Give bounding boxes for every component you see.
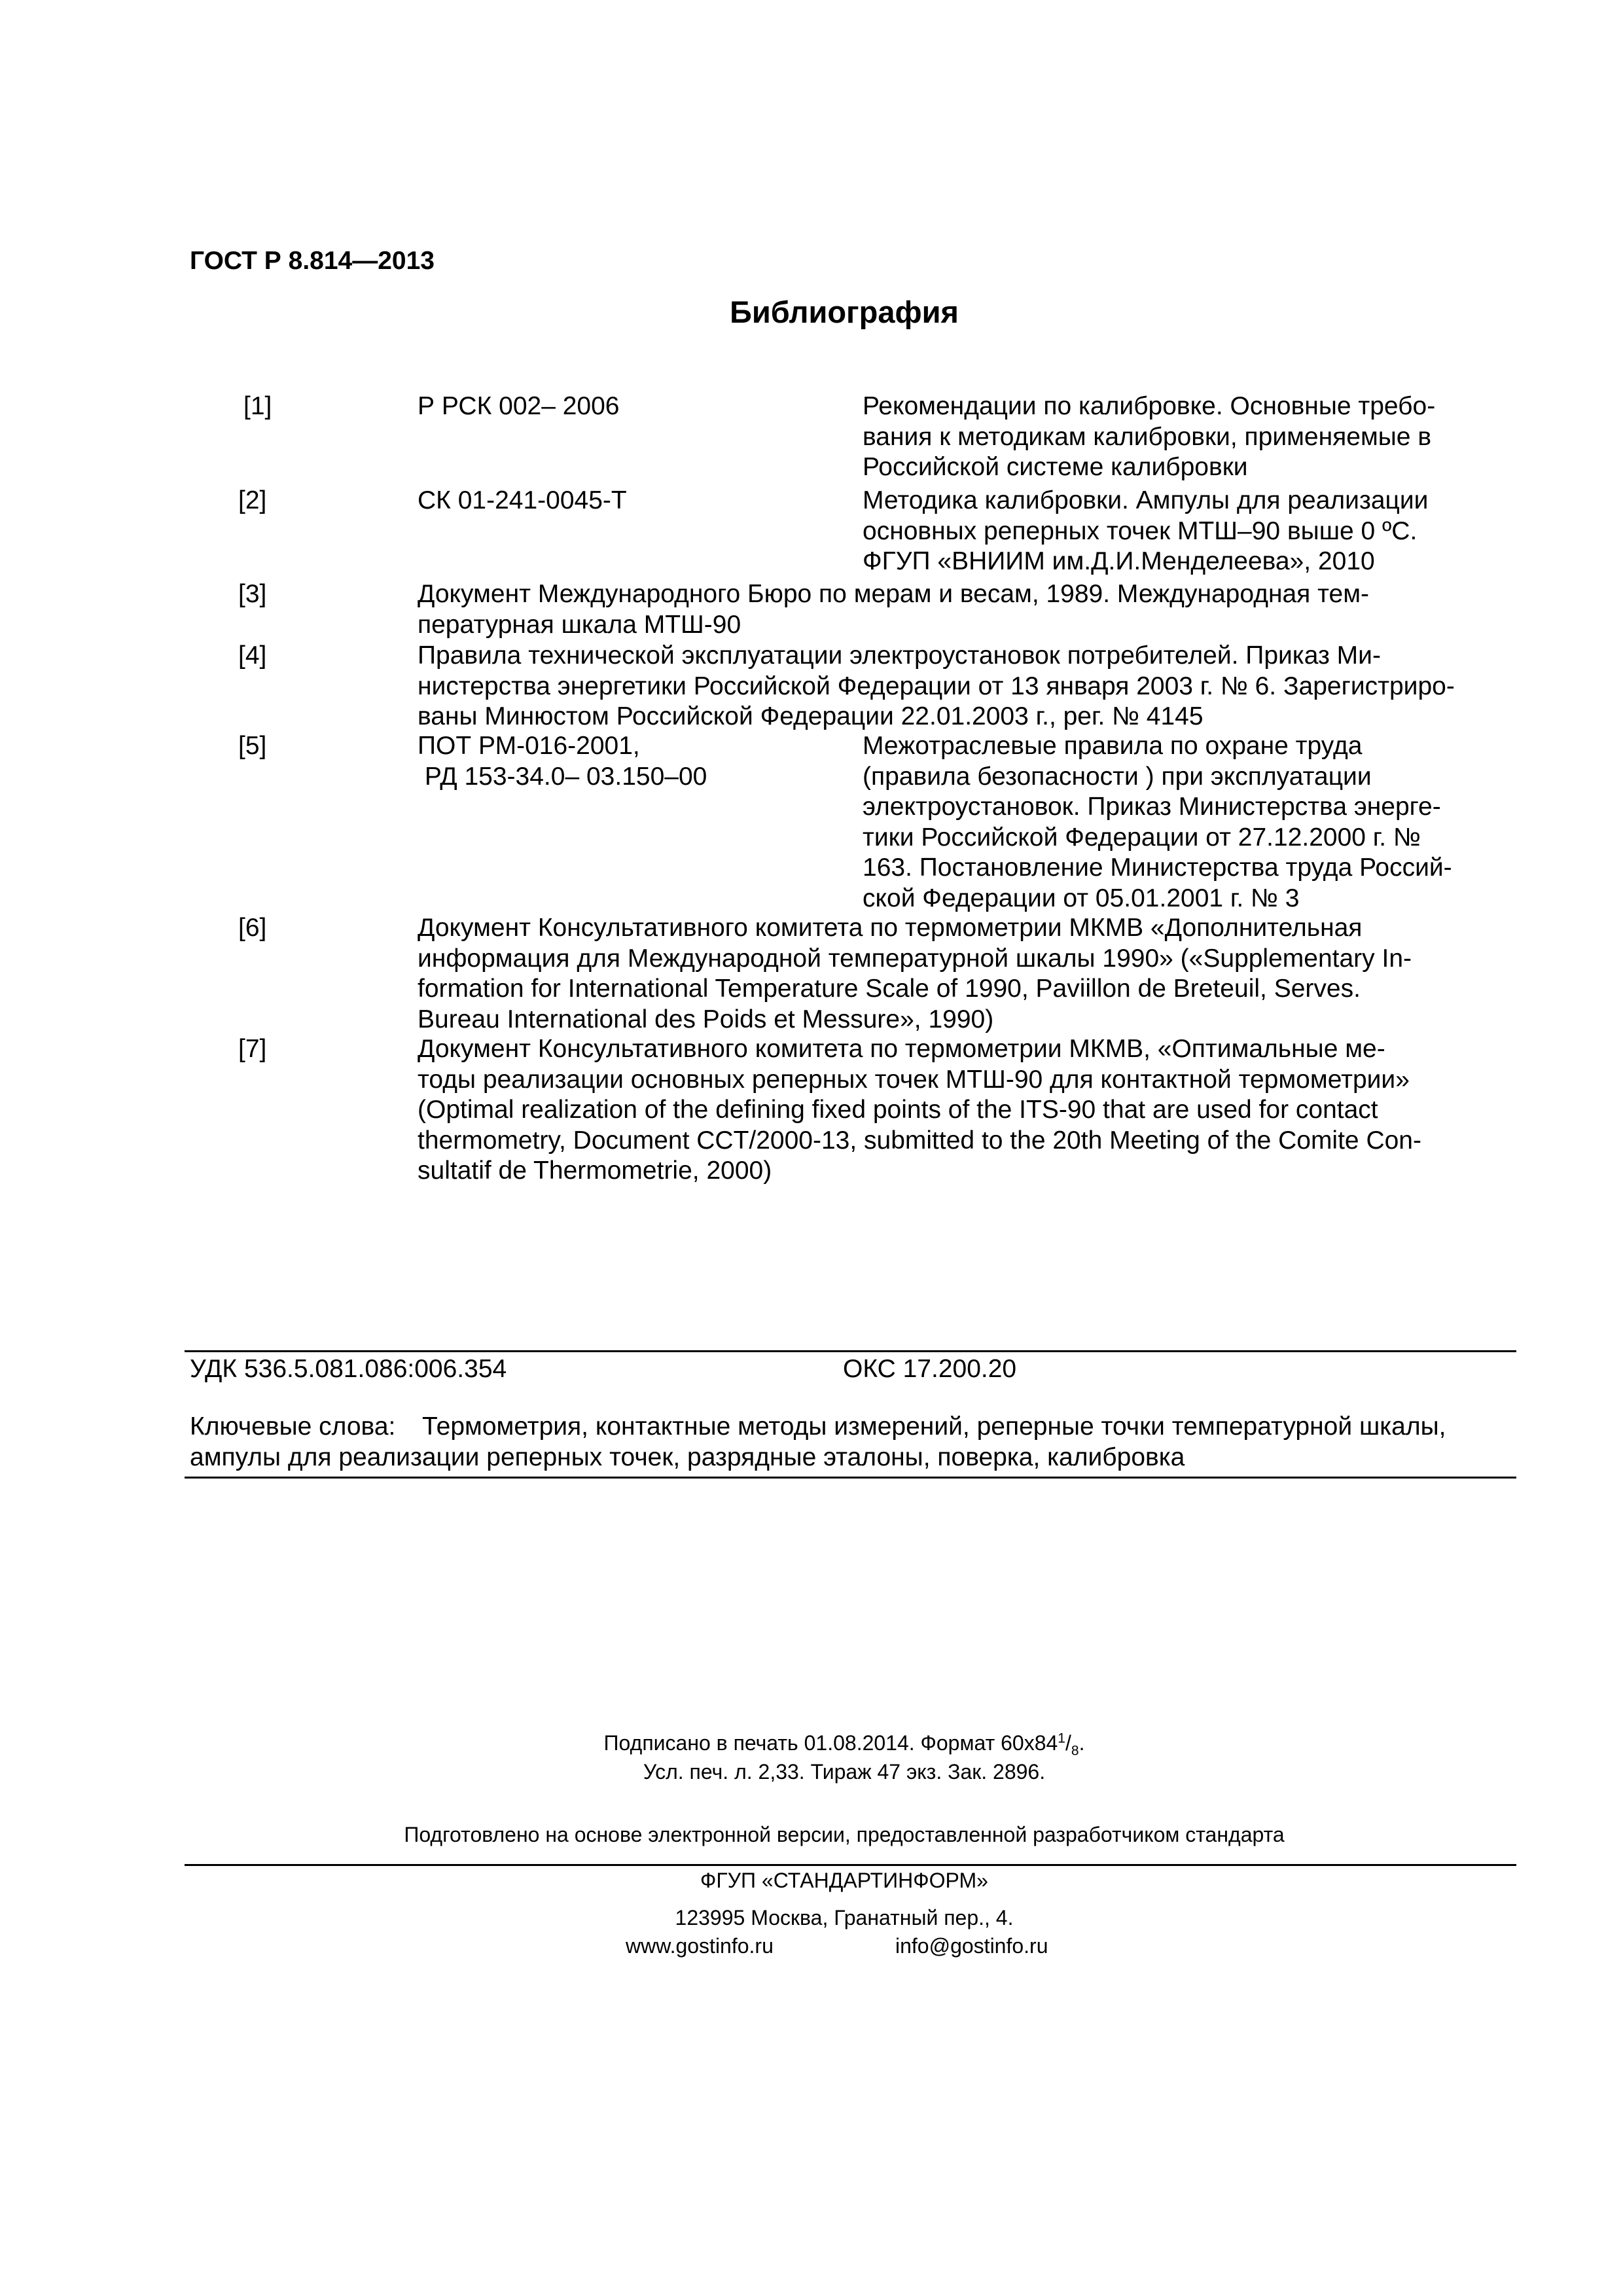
imprint-divider [185,1864,1516,1866]
keywords-label: Ключевые слова: [190,1412,396,1441]
signed-text: Подписано в печать 01.08.2014. Формат 60х84 [603,1731,1058,1755]
entry-code: ПОТ РМ-016-2001, РД 153-34.0– 03.150–00 [418,732,707,791]
publisher-address: 123995 Москва, Гранатный пер., 4. [675,1906,1014,1929]
entry-description: Межотраслевые правила по охране труда (правила безопасности ) при эксплуатации электроустановок. Приказ Министерства энерге- тики Российской Федерации от 27.12.2000 г. № 163. Постановление Министерства труда Россий- ской Федерации от 05.01.2001 г. № 3 [863,732,1452,912]
keywords-text: Термометрия, контактные методы измерений, реперные точки температурной шкалы, ампулы для реализации реперных точек, разрядные эталоны, поверка, калибровка [190,1412,1446,1471]
email-link[interactable]: info@gostinfo.ru [895,1934,1048,1958]
entry-text: Правила технической эксплуатации электроустановок потребителей. Приказ Ми- нистерства энергетики Российской Федерации от 13 января 2003 г. № 6. Зарегистриро- ваны Минюстом Российской Федерации 22.01.2003 г., рег. № 4145 [418,641,1455,730]
entry-number: [3] [238,580,267,608]
top-divider [185,1350,1516,1352]
signed-suffix: . [1079,1731,1085,1755]
publisher-name: ФГУП «СТАНДАРТИНФОРМ» [700,1869,988,1892]
oks-code: ОКС 17.200.20 [843,1355,1017,1383]
udc-code: УДК 536.5.081.086:006.354 [190,1355,507,1383]
entry-description: Методика калибровки. Ампулы для реализации основных реперных точек МТШ–90 выше 0 ºС. ФГУП «ВНИИМ им.Д.И.Менделеева», 2010 [863,486,1429,575]
entry-text: Документ Международного Бюро по мерам и весам, 1989. Международная тем- пературная шкала МТШ-90 [418,580,1370,639]
keywords-divider [185,1477,1516,1479]
entry-number: [7] [238,1035,267,1063]
entry-text: Документ Консультативного комитета по термометрии МКМВ, «Оптимальные ме- тоды реализации основных реперных точек МТШ-90 для контактной термометрии» (Optimal realization of the defining fixed points of the ITS-90 that are used for contact thermometry, Document CCT/2000-13, submitted to the 20th Meeting of the Comite Con- sultatif de Thermometrie, 2000) [418,1035,1421,1185]
entry-code: Р РСК 002– 2006 [418,392,620,420]
entry-number: [2] [238,486,267,514]
prepared-note: Подготовлено на основе электронной версии, предоставленной разработчиком стандарта [404,1823,1285,1846]
print-signed-line: Подписано в печать 01.08.2014. Формат $60х84^1/_8$. [603,1731,1085,1759]
entry-text: Документ Консультативного комитета по термометрии МКМВ «Дополнительная информация для Международной температурной шкалы 1990» («Supplementary In- formation for International Temperature Scale of 1990, Paviillon de Breteuil, Serves. Bureau International des Poids et Messure», 1990) [418,914,1412,1033]
entry-number: [1] [243,392,272,420]
print-details: Усл. печ. л. 2,33. Тираж 47 экз. Зак. 2896. [643,1760,1046,1784]
entry-number: [5] [238,732,267,760]
format-denominator: 8 [1071,1743,1079,1759]
entry-number: [4] [238,641,267,670]
format-numerator: 1 [1058,1731,1065,1746]
page-title: Библиография [730,295,959,329]
website-link[interactable]: www.gostinfo.ru [626,1934,774,1958]
standard-code: ГОСТ Р 8.814—2013 [190,247,435,275]
entry-description: Рекомендации по калибровке. Основные требо- вания к методикам калибровки, применяемые в Российской системе калибровки [863,392,1436,481]
entry-code: СК 01-241-0045-Т [418,486,627,514]
entry-number: [6] [238,914,267,942]
